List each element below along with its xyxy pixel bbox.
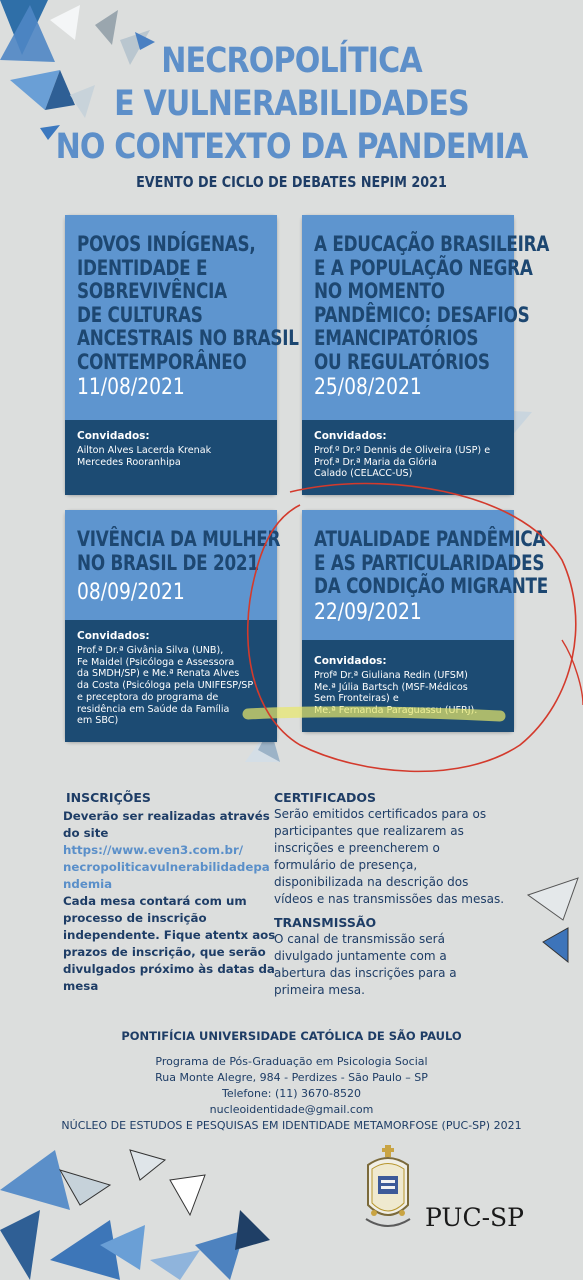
guest-line: Me.ª Júlia Bartsch (MSF-Médicos	[314, 681, 468, 693]
guest-line: Ailton Alves Lacerda Krenak	[77, 445, 212, 456]
contact-email[interactable]: nucleoidentidade@gmail.com	[209, 1103, 374, 1116]
session-title: POVOS INDÍGENAS, IDENTIDADE E SOBREVIVÊNCIA DE CULTURAS ANCESTRAIS NO BRASIL CONTEMPORÂNEO	[77, 232, 299, 374]
guest-line: Prof.ª Dr.ª Givânia Silva (UNB),	[77, 645, 224, 656]
certificados-text: Serão emitidos certificados para os participantes que realizarem as inscrições e preencherem o formulário de presença, disponibilizada na descrição dos vídeos e nas transmissões das mesas.	[274, 807, 505, 906]
session-card-2	[302, 215, 550, 495]
puc-sp-crest-icon	[358, 1143, 418, 1233]
event-subtitle: EVENTO DE CICLO DE DEBATES NEPIM 2021	[136, 173, 447, 191]
registration-link[interactable]: necropoliticavulnerabilidadepa	[63, 860, 270, 874]
guest-line: em SBC)	[77, 715, 119, 727]
transmissao-heading: TRANSMISSÃO	[274, 915, 377, 930]
guests-label: Convidados:	[314, 430, 387, 442]
footer-contact: Programa de Pós-Graduação em Psicologia Social Rua Monte Alegre, 984 - Perdizes - São Paulo – SP Telefone: (11) 3670-8520 nucleoidentidade@gmail.com NÚCLEO DE ESTUDOS E PESQUISAS EM IDENTIDADE METAMORFOSE (PUC-SP) 2021	[0, 1054, 583, 1134]
session-date: 22/09/2021	[314, 600, 422, 625]
guests-label: Convidados:	[77, 430, 150, 442]
puc-sp-logo-text: PUC-SP	[425, 1203, 524, 1232]
guests-label: Convidados:	[314, 655, 387, 667]
footer-university: PONTIFÍCIA UNIVERSIDADE CATÓLICA DE SÃO PAULO	[121, 1029, 462, 1043]
session-date: 11/08/2021	[77, 375, 185, 400]
session-title: VIVÊNCIA DA MULHER NO BRASIL DE 2021	[77, 527, 281, 575]
inscricoes-heading: INSCRIÇÕES	[66, 790, 151, 805]
guest-line: Calado (CELACC-US)	[314, 468, 413, 480]
event-title	[41, 40, 542, 169]
guest-line: residência em Saúde da Família	[77, 703, 230, 715]
decorative-triangles-right	[523, 870, 583, 970]
session-card-4	[302, 510, 549, 732]
session-title: A EDUCAÇÃO BRASILEIRA E A POPULAÇÃO NEGRA NO MOMENTO PANDÊMICO: DESAFIOS EMANCIPATÓRIOS OU REGULATÓRIOS	[314, 232, 550, 374]
certificados-heading: CERTIFICADOS	[274, 790, 376, 805]
guest-line: Prof.ª Dr.ª Maria da Glória	[314, 456, 437, 468]
session-card-3	[65, 510, 281, 742]
guests-list	[314, 445, 490, 480]
session-card-1	[65, 215, 299, 495]
guest-line: Mercedes Rooranhipa	[77, 456, 181, 468]
inscricoes-text: Deverão ser realizadas através do site https://www.even3.com.br/ necropoliticavulnerabilidadepa ndemia Cada mesa contará com um processo de inscrição independente. Fique atentx aos prazos de inscrição, que serão divulgados próximo às datas da mesa	[63, 809, 276, 993]
guests-list	[77, 445, 211, 468]
session-title: ATUALIDADE PANDÊMICA E AS PARTICULARIDADES DA CONDIÇÃO MIGRANTE	[314, 527, 549, 598]
title-line-2: E VULNERABILIDADES	[114, 84, 469, 124]
guest-line: Profª Dr.ª Giuliana Redin (UFSM)	[314, 670, 468, 681]
title-line-3: NO CONTEXTO DA PANDEMIA	[55, 127, 528, 167]
guests-list	[77, 645, 253, 727]
guest-line: Prof.º Dr.º Dennis de Oliveira (USP) e	[314, 445, 491, 456]
session-date: 08/09/2021	[77, 580, 185, 605]
guest-line: Me.ª Fernanda Paraguassu (UFRJ).	[314, 705, 478, 717]
registration-link[interactable]: https://www.even3.com.br/	[63, 843, 244, 857]
transmissao-text: O canal de transmissão será divulgado juntamente com a abertura das inscrições para a primeira mesa.	[274, 932, 457, 997]
title-line-1: NECROPOLÍTICA	[161, 41, 422, 81]
guest-line: da Costa (Psicóloga pela UNIFESP/SP	[77, 680, 254, 692]
guests-label: Convidados:	[77, 630, 150, 642]
guest-line: Fe Maidel (Psicóloga e Assessora	[77, 656, 235, 668]
session-date: 25/08/2021	[314, 375, 422, 400]
decorative-triangles-bottom-left	[0, 1150, 300, 1280]
registration-link[interactable]: ndemia	[63, 877, 113, 891]
guest-line: da SMDH/SP) e Me.ª Renata Alves	[77, 668, 240, 680]
guest-line: Sem Fronteiras) e	[314, 693, 399, 705]
guest-line: e preceptora do programa de	[77, 691, 219, 703]
guests-list	[314, 670, 477, 717]
